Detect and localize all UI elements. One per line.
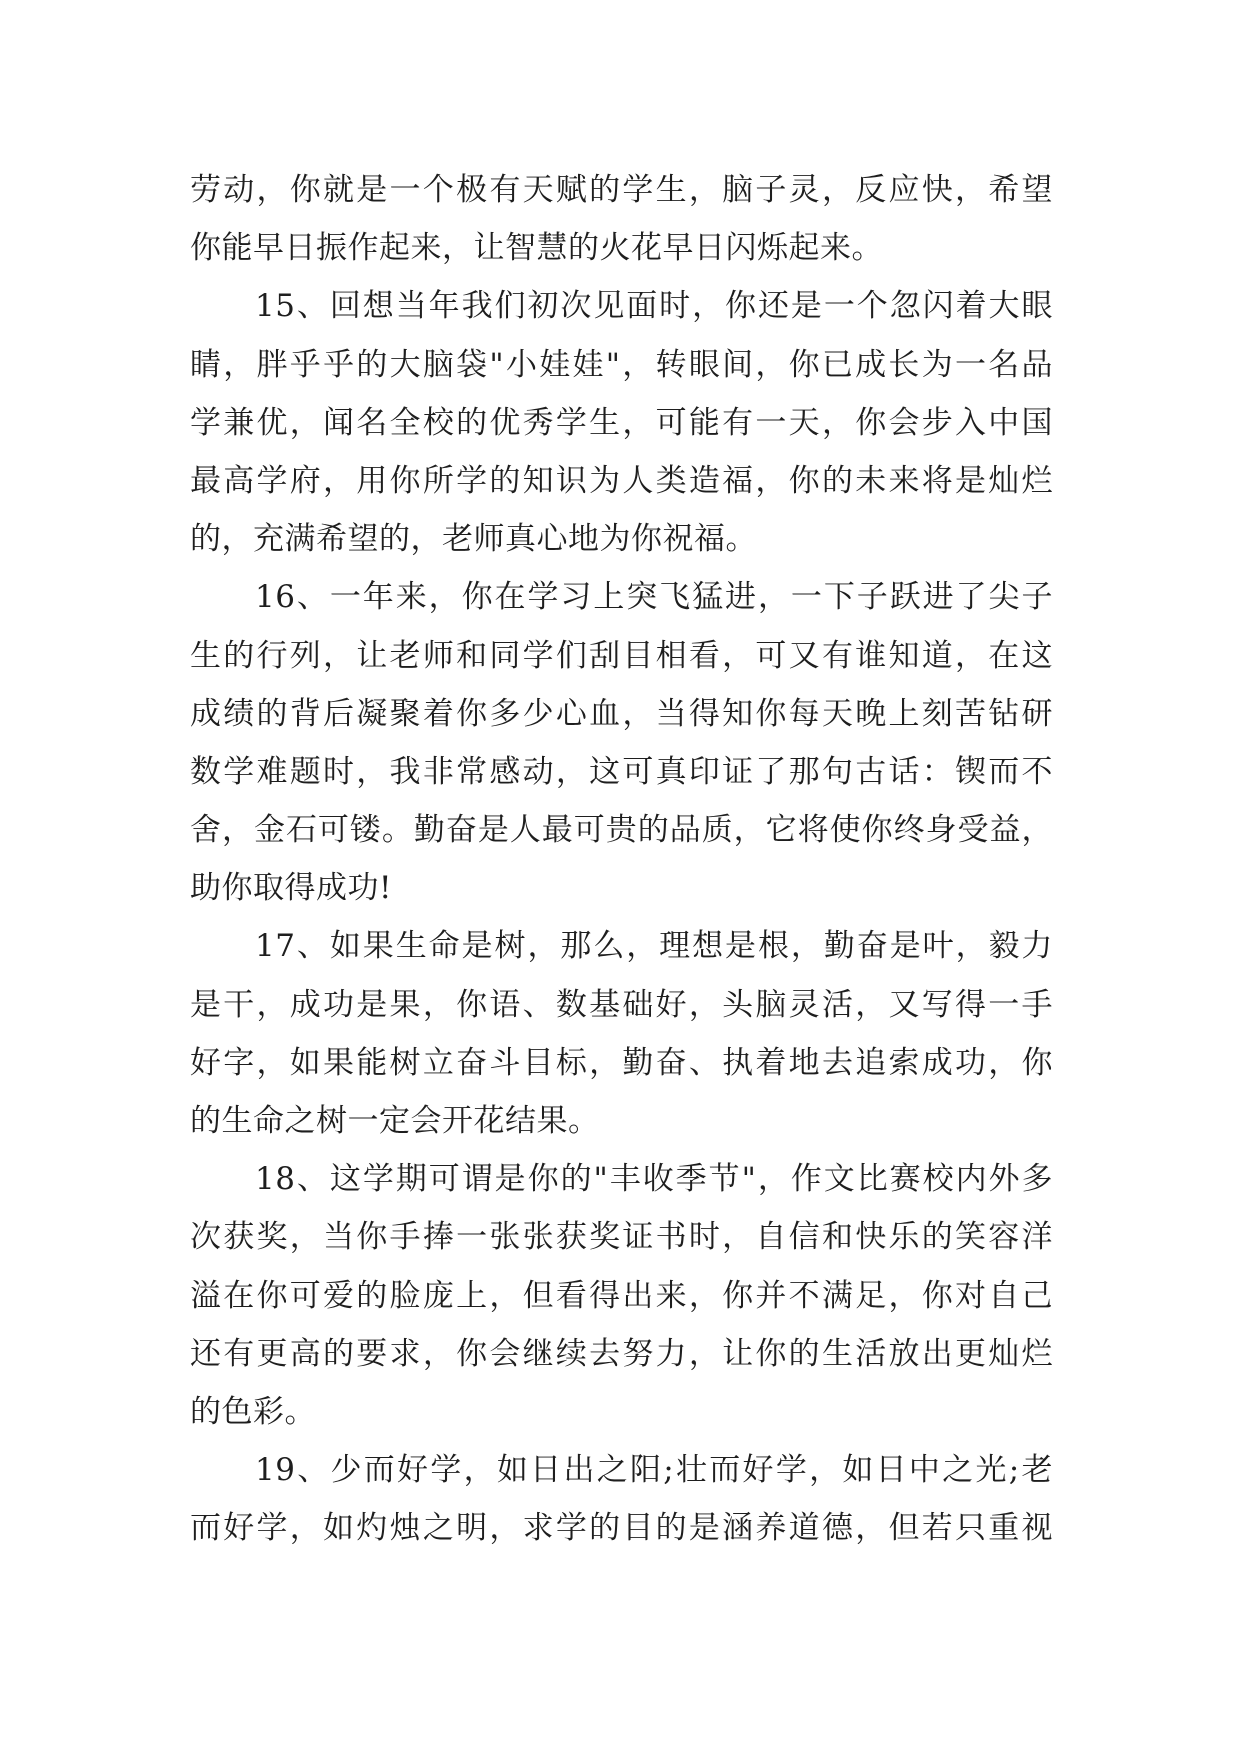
text-line: 好字，如果能树立奋斗目标，勤奋、执着地去追索成功，你	[190, 1044, 1053, 1081]
text-line: 舍，金石可镂。勤奋是人最可贵的品质，它将使你终身受益，	[190, 812, 1053, 849]
text-line: 的色彩。	[190, 1393, 316, 1430]
paragraph-15	[190, 277, 1053, 568]
paragraph-18	[190, 1150, 1053, 1441]
text-line: 数学难题时，我非常感动，这可真印证了那句古话：锲而不	[190, 753, 1053, 790]
paragraph-16	[190, 568, 1053, 917]
text-line: 17、如果生命是树，那么，理想是根，勤奋是叶，毅力	[255, 928, 1053, 965]
text-line: 助你取得成功!	[190, 870, 392, 907]
text-line: 最高学府，用你所学的知识为人类造福，你的未来将是灿烂	[190, 462, 1053, 499]
text-line: 溢在你可爱的脸庞上，但看得出来，你并不满足，你对自己	[190, 1277, 1053, 1314]
text-line: 你能早日振作起来，让智慧的火花早日闪烁起来。	[190, 230, 883, 267]
text-line: 16、一年来，你在学习上突飞猛进，一下子跃进了尖子	[255, 579, 1053, 616]
text-line: 次获奖，当你手捧一张张获奖证书时，自信和快乐的笑容洋	[190, 1219, 1053, 1256]
text-line: 学兼优，闻名全校的优秀学生，可能有一天，你会步入中国	[190, 404, 1053, 441]
text-line: 还有更高的要求，你会继续去努力，让你的生活放出更灿烂	[190, 1335, 1053, 1372]
text-line: 的，充满希望的，老师真心地为你祝福。	[190, 521, 757, 558]
text-line: 18、这学期可谓是你的"丰收季节"，作文比赛校内外多	[255, 1161, 1053, 1198]
text-line: 成绩的背后凝聚着你多少心血，当得知你每天晚上刻苦钻研	[190, 695, 1053, 732]
text-line: 15、回想当年我们初次见面时，你还是一个忽闪着大眼	[255, 288, 1053, 325]
text-line: 是干，成功是果，你语、数基础好，头脑灵活，又写得一手	[190, 986, 1053, 1023]
document-body	[190, 161, 1053, 1558]
text-line: 睛，胖乎乎的大脑袋"小娃娃"，转眼间，你已成长为一名品	[190, 346, 1053, 383]
text-line: 而好学，如灼烛之明，求学的目的是涵养道德，但若只重视	[190, 1510, 1053, 1547]
text-line: 劳动，你就是一个极有天赋的学生，脑子灵，反应快，希望	[190, 172, 1053, 208]
text-line: 19、少而好学，如日出之阳;壮而好学，如日中之光;老	[255, 1452, 1053, 1489]
paragraph-19	[190, 1441, 1053, 1557]
paragraph-17	[190, 917, 1053, 1150]
text-line: 的生命之树一定会开花结果。	[190, 1103, 600, 1139]
paragraph-continuation	[190, 161, 1053, 277]
text-line: 生的行列，让老师和同学们刮目相看，可又有谁知道，在这	[190, 637, 1053, 674]
